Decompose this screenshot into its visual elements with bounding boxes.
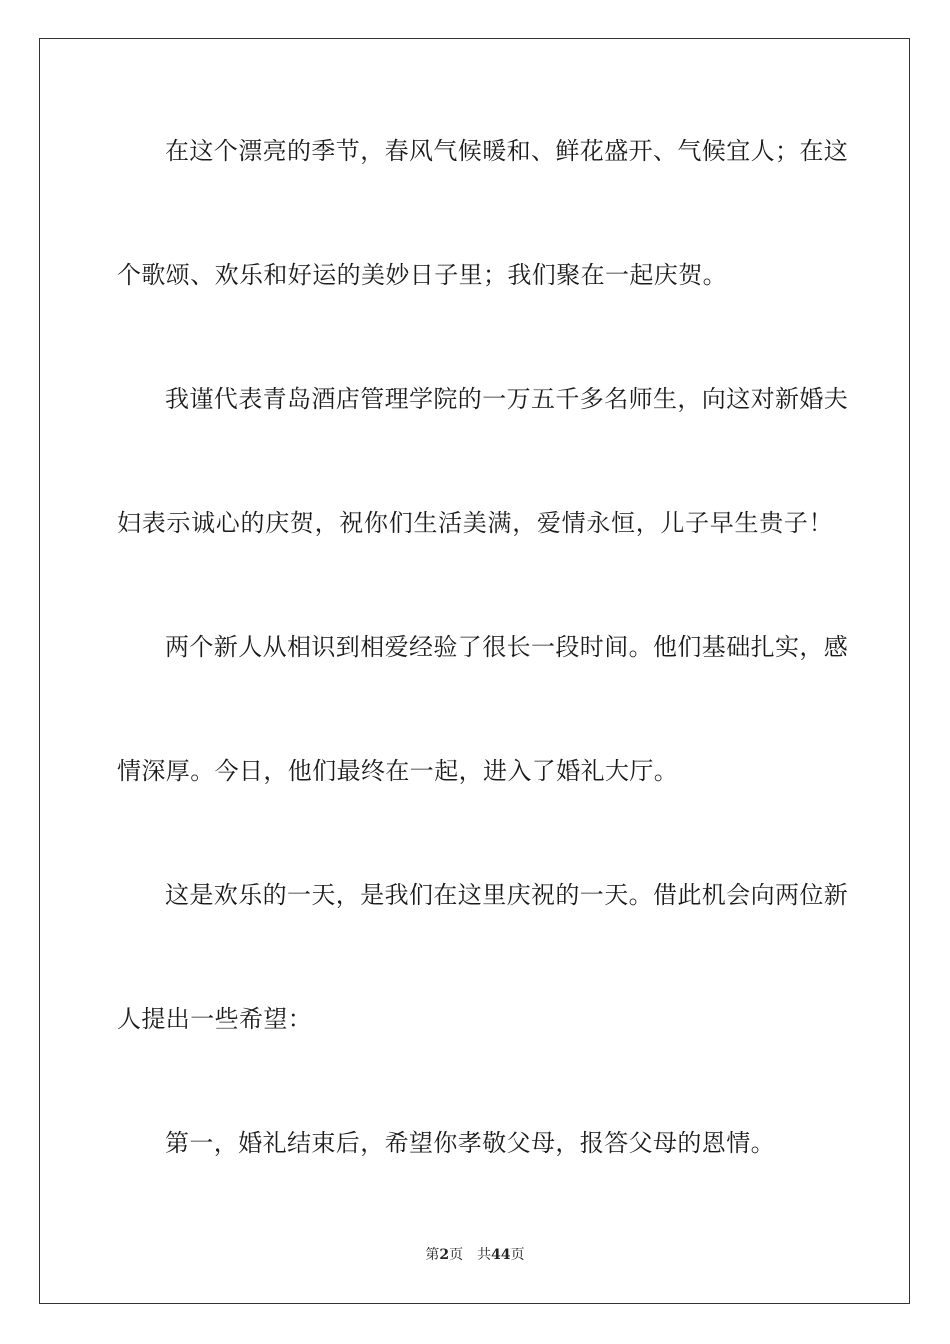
paragraph-4-line-2: 人提出一些希望： (117, 1005, 313, 1033)
paragraph-2-line-2: 妇表示诚心的庆贺，祝你们生活美满，爱情永恒，儿子早生贵子！ (117, 509, 833, 537)
total-suffix: 页 (510, 1247, 525, 1263)
paragraph-3-line-2: 情深厚。今日，他们最终在一起，进入了婚礼大厅。 (117, 757, 679, 785)
paragraph-4-line-1: 这是欢乐的一天，是我们在这里庆祝的一天。借此机会向两位新 (165, 881, 849, 909)
total-pages: 44 (491, 1247, 511, 1263)
paragraph-5-line-1: 第一，婚礼结束后，希望你孝敬父母，报答父母的恩情。 (165, 1129, 775, 1157)
page-suffix: 页 (449, 1247, 464, 1263)
page-footer (0, 1246, 950, 1264)
page-prefix: 第 (425, 1247, 440, 1263)
page-number: 2 (439, 1247, 450, 1263)
paragraph-3-line-1: 两个新人从相识到相爱经验了很长一段时间。他们基础扎实，感 (165, 633, 849, 661)
paragraph-1-line-1: 在这个漂亮的季节，春风气候暖和、鲜花盛开、气候宜人；在这 (165, 137, 849, 165)
paragraph-1-line-2: 个歌颂、欢乐和好运的美妙日子里；我们聚在一起庆贺。 (117, 261, 727, 289)
paragraph-2-line-1: 我谨代表青岛酒店管理学院的一万五千多名师生，向这对新婚夫 (165, 385, 849, 413)
page-border (39, 38, 910, 1304)
total-prefix: 共 (477, 1247, 492, 1263)
